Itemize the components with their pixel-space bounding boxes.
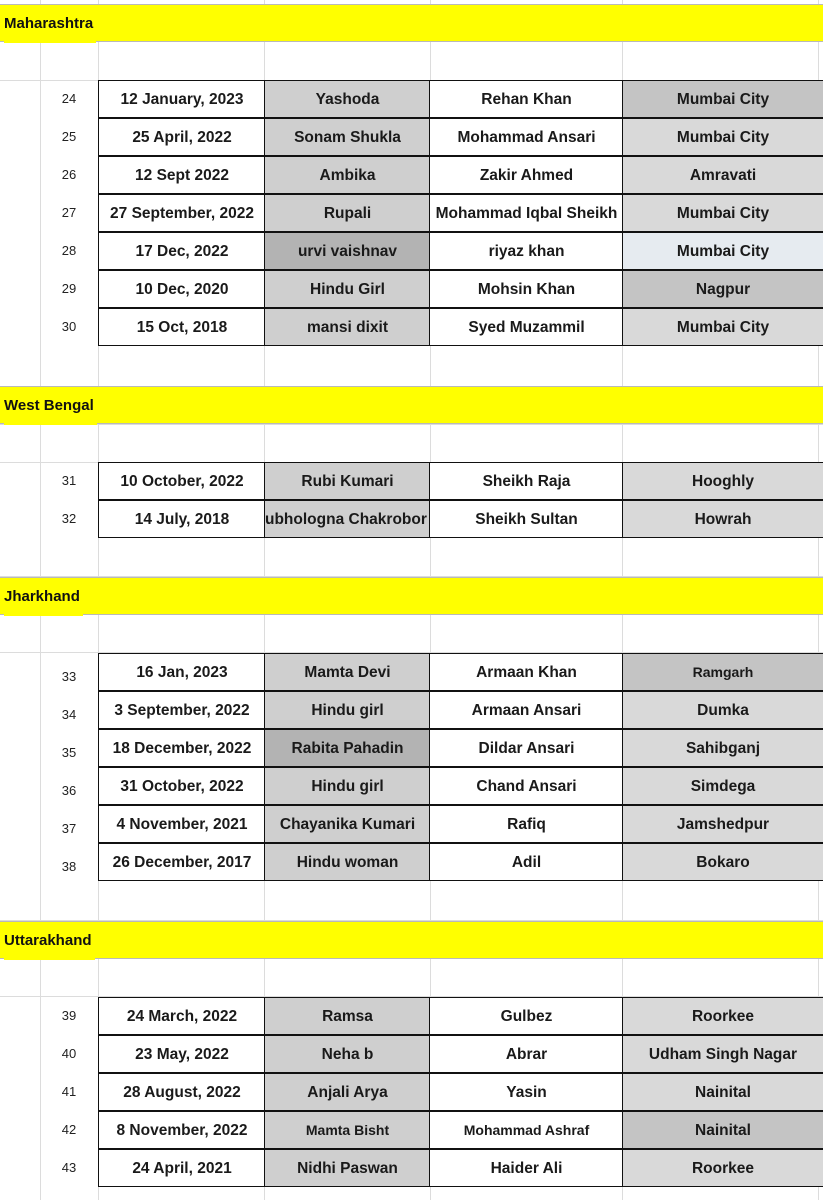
place-cell[interactable]: Mumbai City (622, 232, 823, 270)
accused-cell[interactable]: Zakir Ahmed (429, 156, 624, 194)
accused-cell[interactable]: Dildar Ansari (429, 729, 624, 767)
accused-cell[interactable]: Abrar (429, 1035, 624, 1073)
place-cell[interactable]: Howrah (622, 500, 823, 538)
table-row[interactable] (0, 1149, 823, 1187)
place-cell[interactable]: Jamshedpur (622, 805, 823, 843)
victim-cell[interactable]: Chayanika Kumari (264, 805, 431, 843)
date-cell[interactable]: 12 January, 2023 (98, 80, 266, 118)
accused-cell[interactable]: Yasin (429, 1073, 624, 1111)
place-cell[interactable]: Ramgarh (622, 653, 823, 691)
section-header-uttarakhand[interactable] (0, 921, 823, 959)
date-cell[interactable]: 24 March, 2022 (98, 997, 266, 1035)
section-title: Maharashtra (4, 5, 96, 43)
victim-cell[interactable]: Ambika (264, 156, 431, 194)
accused-cell[interactable]: Mohammad Iqbal Sheikh (429, 194, 624, 232)
row-number: 27 (61, 205, 77, 220)
table-row[interactable] (0, 691, 823, 729)
accused-cell[interactable]: Armaan Khan (429, 653, 624, 691)
table-row[interactable] (0, 997, 823, 1035)
victim-cell[interactable]: mansi dixit (264, 308, 431, 346)
place-cell[interactable]: Udham Singh Nagar (622, 1035, 823, 1073)
table-row[interactable] (0, 308, 823, 346)
accused-cell[interactable]: Mohsin Khan (429, 270, 624, 308)
row-number: 29 (61, 281, 77, 296)
place-cell[interactable]: Mumbai City (622, 118, 823, 156)
date-cell[interactable]: 17 Dec, 2022 (98, 232, 266, 270)
date-cell[interactable]: 14 July, 2018 (98, 500, 266, 538)
table-row[interactable] (0, 805, 823, 843)
date-cell[interactable]: 27 September, 2022 (98, 194, 266, 232)
date-cell[interactable]: 12 Sept 2022 (98, 156, 266, 194)
row-number: 24 (61, 91, 77, 106)
date-cell[interactable]: 16 Jan, 2023 (98, 653, 266, 691)
place-cell[interactable]: Mumbai City (622, 80, 823, 118)
place-cell[interactable]: Roorkee (622, 1149, 823, 1187)
victim-cell[interactable]: Mamta Bisht (264, 1111, 431, 1149)
row-number: 41 (61, 1084, 77, 1099)
date-cell[interactable]: 10 October, 2022 (98, 462, 266, 500)
row-number: 40 (61, 1046, 77, 1061)
accused-cell[interactable]: Armaan Ansari (429, 691, 624, 729)
date-cell[interactable]: 26 December, 2017 (98, 843, 266, 881)
date-cell[interactable]: 31 October, 2022 (98, 767, 266, 805)
date-cell[interactable]: 25 April, 2022 (98, 118, 266, 156)
victim-cell[interactable]: Sonam Shukla (264, 118, 431, 156)
table-row[interactable] (0, 1035, 823, 1073)
table-row[interactable] (0, 1073, 823, 1111)
section-title: Uttarakhand (4, 922, 95, 960)
row-number: 28 (61, 243, 77, 258)
place-cell[interactable]: Hooghly (622, 462, 823, 500)
accused-cell[interactable]: Syed Muzammil (429, 308, 624, 346)
victim-cell[interactable]: Yashoda (264, 80, 431, 118)
date-cell[interactable]: 3 September, 2022 (98, 691, 266, 729)
victim-cell[interactable]: urvi vaishnav (264, 232, 431, 270)
table-row[interactable] (0, 118, 823, 156)
accused-cell[interactable]: Mohammad Ansari (429, 118, 624, 156)
accused-cell[interactable]: Gulbez (429, 997, 624, 1035)
victim-cell[interactable]: Ramsa (264, 997, 431, 1035)
accused-cell[interactable]: Adil (429, 843, 624, 881)
row-number: 37 (61, 821, 77, 836)
row-number: 35 (61, 745, 77, 760)
place-cell[interactable]: Roorkee (622, 997, 823, 1035)
victim-cell[interactable]: Anjali Arya (264, 1073, 431, 1111)
section-header-west-bengal[interactable] (0, 386, 823, 424)
table-row[interactable] (0, 843, 823, 881)
victim-cell[interactable]: Hindu woman (264, 843, 431, 881)
date-cell[interactable]: 10 Dec, 2020 (98, 270, 266, 308)
accused-cell[interactable]: Sheikh Raja (429, 462, 624, 500)
place-cell[interactable]: Mumbai City (622, 194, 823, 232)
accused-cell[interactable]: Mohammad Ashraf (429, 1111, 624, 1149)
row-number: 34 (61, 707, 77, 722)
table-row[interactable] (0, 729, 823, 767)
victim-cell[interactable]: Rubi Kumari (264, 462, 431, 500)
place-cell[interactable]: Simdega (622, 767, 823, 805)
table-row[interactable] (0, 500, 823, 538)
row-number: 39 (61, 1008, 77, 1023)
accused-cell[interactable]: Rafiq (429, 805, 624, 843)
row-number: 33 (61, 669, 77, 684)
date-cell[interactable]: 15 Oct, 2018 (98, 308, 266, 346)
place-cell[interactable]: Amravati (622, 156, 823, 194)
date-cell[interactable]: 4 November, 2021 (98, 805, 266, 843)
accused-cell[interactable]: riyaz khan (429, 232, 624, 270)
victim-cell[interactable]: Hindu girl (264, 767, 431, 805)
victim-cell[interactable]: Hindu Girl (264, 270, 431, 308)
date-cell[interactable]: 28 August, 2022 (98, 1073, 266, 1111)
place-cell[interactable]: Nainital (622, 1073, 823, 1111)
accused-cell[interactable]: Haider Ali (429, 1149, 624, 1187)
victim-cell[interactable]: Rabita Pahadin (264, 729, 431, 767)
date-cell[interactable]: 18 December, 2022 (98, 729, 266, 767)
date-cell[interactable]: 23 May, 2022 (98, 1035, 266, 1073)
victim-cell[interactable]: Hindu girl (264, 691, 431, 729)
row-number: 31 (61, 473, 77, 488)
row-number: 26 (61, 167, 77, 182)
row-number: 36 (61, 783, 77, 798)
date-cell[interactable]: 8 November, 2022 (98, 1111, 266, 1149)
victim-cell[interactable]: ubhologna Chakrobor (264, 500, 431, 538)
section-header-jharkhand[interactable] (0, 577, 823, 615)
section-title: West Bengal (4, 387, 97, 425)
accused-cell[interactable]: Rehan Khan (429, 80, 624, 118)
section-title: Jharkhand (4, 578, 83, 616)
grid-line (0, 424, 823, 425)
victim-cell[interactable]: Neha b (264, 1035, 431, 1073)
date-cell[interactable]: 24 April, 2021 (98, 1149, 266, 1187)
row-number: 38 (61, 859, 77, 874)
table-row[interactable] (0, 194, 823, 232)
place-cell[interactable]: Nagpur (622, 270, 823, 308)
accused-cell[interactable]: Chand Ansari (429, 767, 624, 805)
place-cell[interactable]: Nainital (622, 1111, 823, 1149)
row-number: 43 (61, 1160, 77, 1175)
place-cell[interactable]: Bokaro (622, 843, 823, 881)
place-cell[interactable]: Mumbai City (622, 308, 823, 346)
section-header-maharashtra[interactable] (0, 4, 823, 42)
table-row[interactable] (0, 767, 823, 805)
victim-cell[interactable]: Mamta Devi (264, 653, 431, 691)
table-row[interactable] (0, 80, 823, 118)
table-row[interactable] (0, 156, 823, 194)
row-number: 25 (61, 129, 77, 144)
place-cell[interactable]: Dumka (622, 691, 823, 729)
row-number: 32 (61, 511, 77, 526)
place-cell[interactable]: Sahibganj (622, 729, 823, 767)
table-row[interactable] (0, 653, 823, 691)
victim-cell[interactable]: Nidhi Paswan (264, 1149, 431, 1187)
table-row[interactable] (0, 270, 823, 308)
table-row[interactable] (0, 232, 823, 270)
victim-cell[interactable]: Rupali (264, 194, 431, 232)
table-row[interactable] (0, 462, 823, 500)
accused-cell[interactable]: Sheikh Sultan (429, 500, 624, 538)
row-number: 30 (61, 319, 77, 334)
row-number: 42 (61, 1122, 77, 1137)
table-row[interactable] (0, 1111, 823, 1149)
